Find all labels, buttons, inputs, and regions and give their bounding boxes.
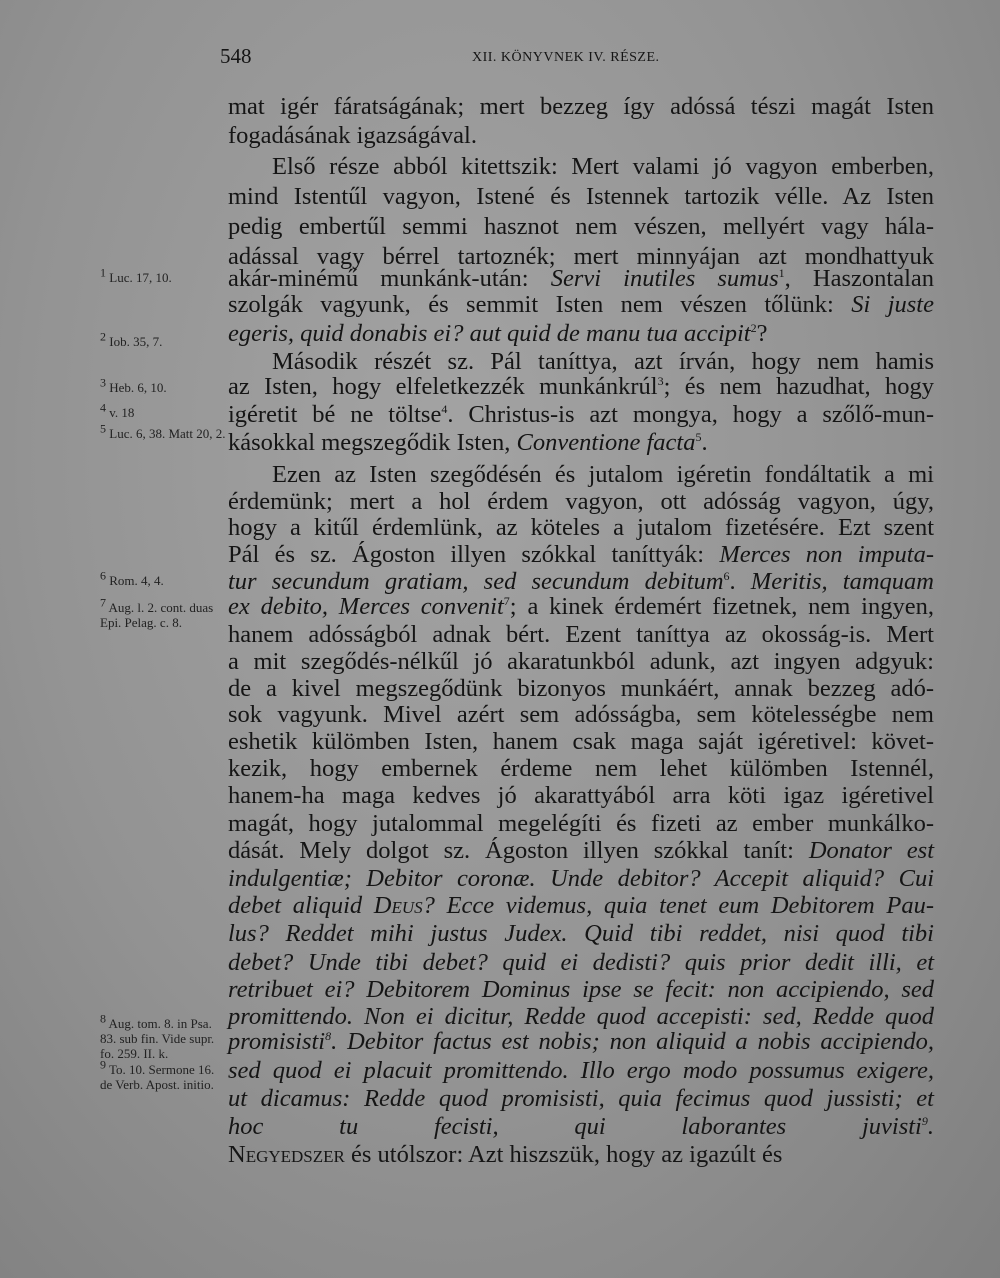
text-line: pedig embertűl semmi hasznot nem vészen, mellyért vagy hála- xyxy=(228,213,934,240)
text-line: Pál és sz. Ágoston illyen szókkal taníttyák: Merces non imputa- xyxy=(228,541,934,568)
text-line: Negyedszer és utólszor: Azt hiszszük, hogy az igazúlt és xyxy=(228,1141,783,1168)
text-line: tur secundum gratiam, sed secundum debitum$^6$. Meritis, tamquam xyxy=(228,568,935,595)
text-line: de a kivel megszegődünk bizonyos munkáért, annak bezzeg adó- xyxy=(228,675,934,702)
text-line: dását. Mely dolgot sz. Ágoston illyen szókkal tanít: Donator est xyxy=(228,837,934,864)
text-line: hanem adósságból adnak bért. Ezent taníttya az okosság-is. Mert xyxy=(228,621,934,648)
text-line: hoc tu fecisti, qui laborantes juvisti$^9$. xyxy=(228,1113,934,1140)
page-number: 548 xyxy=(220,44,252,68)
text-line: adással vagy bérrel tartoznék; mert minnyájan azt mondhattyuk xyxy=(228,243,934,270)
text-line: fogadásának igazságával. xyxy=(228,122,477,149)
text-line: debet? Unde tibi debet? quid ei dedisti? quis prior dedit illi, et xyxy=(228,949,934,976)
text-line: Első része abból kitettszik: Mert valami jó vagyon emberben, xyxy=(272,153,934,180)
margin-note: $^2$ Iob. 35, 7. xyxy=(100,329,163,349)
text-line: egeris, quid donabis ei? aut quid de manu tua accipit$^2$? xyxy=(228,320,768,347)
margin-note: $^5$ Luc. 6, 38. Matt 20, 2. xyxy=(100,421,226,441)
text-line: retribuet ei? Debitorem Dominus ipse se fecit: non accipiendo, sed xyxy=(228,976,934,1003)
text-line: sed quod ei placuit promittendo. Illo ergo modo possumus exigere, xyxy=(228,1057,934,1084)
margin-note: $^8$ Aug. tom. 8. in Psa. 83. sub fin. Vide supr. fo. 259. II. k. xyxy=(100,1011,215,1061)
text-line: Második részét sz. Pál taníttya, azt írván, hogy nem hamis xyxy=(272,348,934,375)
text-line: hogy a kitűl érdemlünk, az köteles a jutalom fizetésére. Ezt szent xyxy=(228,514,934,541)
text-line: magát, hogy jutalommal megelégíti és fizeti az ember munkálko- xyxy=(228,810,934,837)
running-head: XII. KÖNYVNEK IV. RÉSZE. xyxy=(472,50,660,65)
margin-note: $^1$ Luc. 17, 10. xyxy=(100,265,172,285)
text-line: sok vagyunk. Mivel azért sem adósságba, sem kötelességbe nem xyxy=(228,701,934,728)
text-line: eshetik külömben Isten, hanem csak maga saját igéretivel: követ- xyxy=(228,728,934,755)
margin-note: $^9$ To. 10. Sermone 16. de Verb. Apost. initio. xyxy=(100,1057,215,1092)
text-line: mat igér fáratságának; mert bezzeg így adóssá tészi magát Isten xyxy=(228,93,934,120)
text-line: szolgák vagyunk, és semmit Isten nem vészen tőlünk: Si juste xyxy=(228,291,934,318)
text-line: érdemünk; mert a hol érdem vagyon, ott adósság vagyon, úgy, xyxy=(228,488,934,515)
text-line: promittendo. Non ei dicitur, Redde quod accepisti: sed, Redde quod xyxy=(228,1003,934,1030)
text-line: igéretit bé ne töltse$^4$. Christus-is azt mongya, hogy a szőlő-mun- xyxy=(228,401,934,428)
margin-note: $^3$ Heb. 6, 10. xyxy=(100,375,167,395)
text-line: promisisti$^8$. Debitor factus est nobis; non aliquid a nobis accipiendo, xyxy=(228,1028,934,1055)
text-line: debet aliquid Deus? Ecce videmus, quia tenet eum Debitorem Pau- xyxy=(228,892,934,919)
text-line: lus? Reddet mihi justus Judex. Quid tibi reddet, nisi quod tibi xyxy=(228,920,934,947)
text-line: ex debito, Merces convenit$^7$; a kinek érdemért fizetnek, nem ingyen, xyxy=(228,593,934,620)
text-line: indulgentiæ; Debitor coronæ. Unde debitor? Accepit aliquid? Cui xyxy=(228,865,934,892)
margin-note: $^4$ v. 18 xyxy=(100,400,135,420)
text-line: az Isten, hogy elfeletkezzék munkánkrúl$^3$; és nem hazudhat, hogy xyxy=(228,373,935,400)
margin-note: $^7$ Aug. l. 2. cont. duas Epi. Pelag. c. 8. xyxy=(100,595,214,630)
text-line: ut dicamus: Redde quod promisisti, quia fecimus quod jussisti; et xyxy=(228,1085,934,1112)
margin-note: $^6$ Rom. 4, 4. xyxy=(100,568,164,588)
text-line: hanem-ha maga kedves jó akarattyából arra köti igaz igéretivel xyxy=(228,782,934,809)
text-line: Ezen az Isten szegődésén és jutalom igéretin fondáltatik a mi xyxy=(272,461,934,488)
text-line: kezik, hogy embernek érdeme nem lehet külömben Istennél, xyxy=(228,755,934,782)
text-line: kásokkal megszegődik Isten, Conventione facta$^5$. xyxy=(228,429,708,456)
text-line: akár-minémű munkánk-után: Servi inutiles sumus$^1$, Haszontalan xyxy=(228,265,935,292)
text-line: a mit szegődés-nélkűl jó akaratunkból adunk, azt ingyen adgyuk: xyxy=(228,648,934,675)
text-line: mind Istentűl vagyon, Istené és Istennek tartozik vélle. Az Isten xyxy=(228,183,934,210)
